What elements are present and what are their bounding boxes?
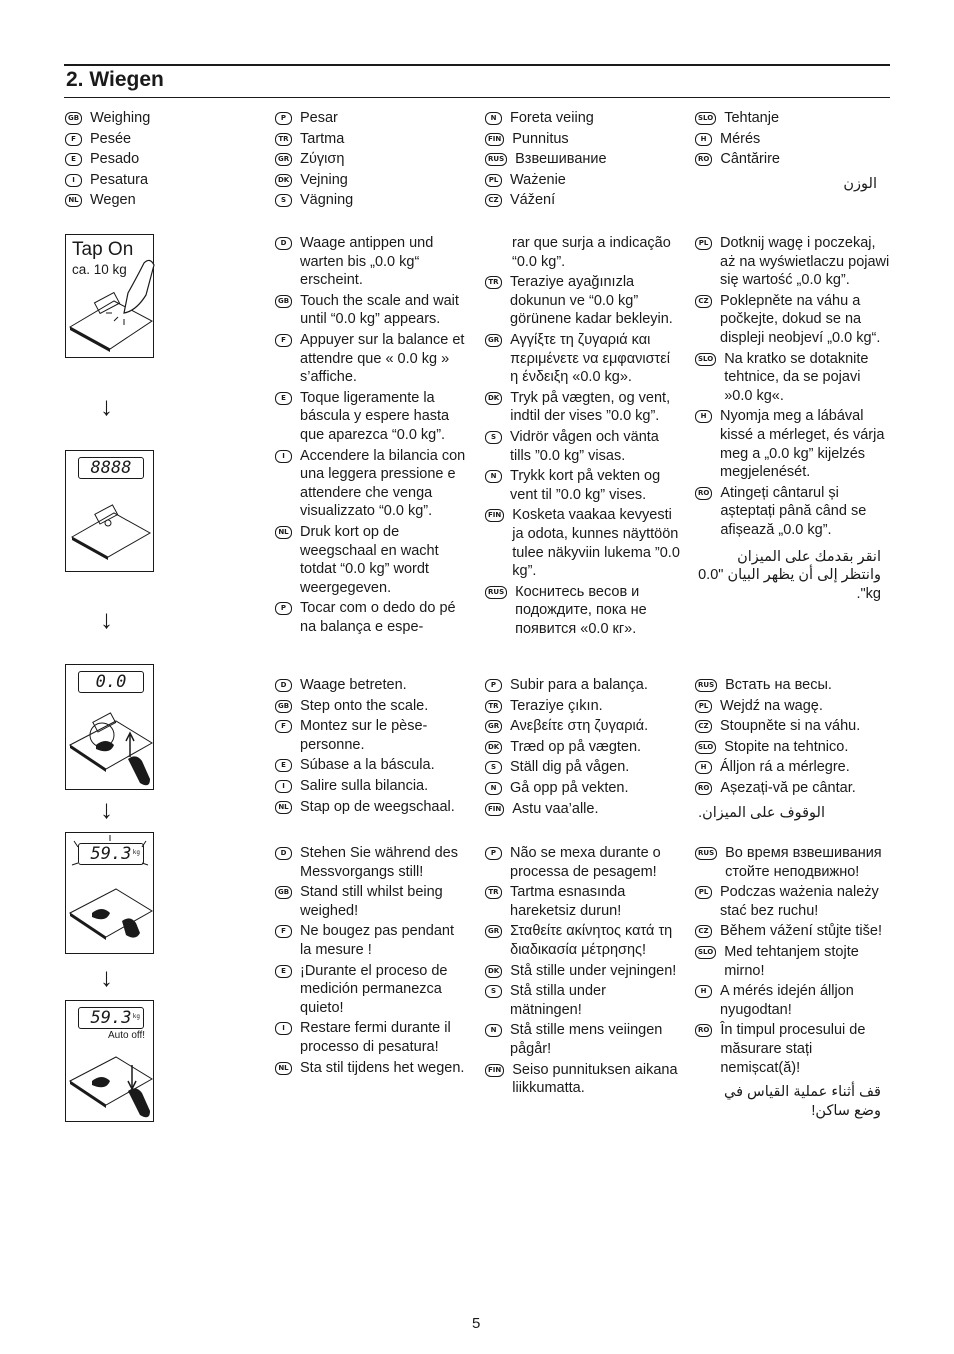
entry-text: Álljon rá a mérlegre. bbox=[720, 759, 850, 776]
language-arabic: الوزن bbox=[843, 175, 877, 192]
language-code-badge: D bbox=[275, 679, 292, 692]
entry-text: Vejning bbox=[300, 171, 348, 188]
standing-still-illustration bbox=[65, 832, 154, 954]
language-entry bbox=[275, 447, 467, 521]
step2-col-4 bbox=[695, 676, 891, 822]
language-entry bbox=[275, 389, 467, 445]
language-code-badge: CZ bbox=[485, 194, 502, 207]
language-entry bbox=[275, 697, 467, 716]
entry-text: Wejdź na wagę. bbox=[720, 697, 823, 714]
entry-text: Pesado bbox=[90, 151, 140, 168]
entry-text: Vägning bbox=[300, 192, 354, 209]
language-list-col-2 bbox=[275, 109, 465, 210]
language-code-badge: RUS bbox=[485, 153, 507, 166]
language-entry bbox=[485, 191, 675, 210]
language-code-badge: N bbox=[485, 112, 502, 125]
language-code-badge: SLO bbox=[695, 353, 716, 366]
language-entry bbox=[275, 331, 467, 387]
language-entry bbox=[485, 738, 681, 757]
entry-text: Mérés bbox=[720, 130, 761, 147]
language-code-badge: H bbox=[695, 985, 712, 998]
display-test-illustration bbox=[65, 450, 154, 572]
display-value: 0.0 bbox=[95, 672, 127, 692]
language-entry bbox=[695, 1021, 891, 1077]
language-entry bbox=[65, 109, 255, 128]
language-entry bbox=[695, 130, 891, 149]
language-entry bbox=[485, 982, 681, 1019]
entry-text: Pesar bbox=[300, 110, 338, 126]
language-code-badge: D bbox=[275, 847, 292, 860]
entry-text: Toque ligeramente la báscula y espere hasta que aparezca “0.0 kg”. bbox=[300, 389, 450, 443]
language-code-badge: CZ bbox=[695, 720, 712, 733]
language-entry bbox=[275, 234, 467, 290]
language-code-badge: NL bbox=[275, 526, 292, 539]
language-list-col-4 bbox=[695, 109, 891, 193]
language-entry bbox=[695, 883, 891, 920]
entry-text: Gå opp på vekten. bbox=[510, 779, 629, 796]
display-value: 8888 bbox=[90, 458, 132, 478]
section-heading: 2. Wiegen bbox=[66, 68, 164, 91]
entry-text: Stap op de weegschaal. bbox=[300, 798, 455, 815]
language-entry bbox=[485, 171, 675, 190]
language-entry bbox=[485, 1061, 681, 1098]
step3-col-4-items bbox=[695, 844, 891, 1077]
weight-display bbox=[78, 671, 144, 693]
language-entry bbox=[485, 428, 681, 465]
language-code-badge: S bbox=[275, 194, 292, 207]
tap-on-title: Tap On bbox=[72, 239, 134, 260]
step-on-illustration bbox=[65, 664, 154, 790]
language-entry bbox=[275, 1019, 467, 1056]
language-code-badge: RUS bbox=[695, 847, 717, 860]
entry-text: În timpul procesului de măsurare stați nemișcat(ă)! bbox=[720, 1022, 866, 1076]
language-code-badge: NL bbox=[65, 194, 82, 207]
entry-text: Σταθείτε ακίνητος κατά τη διαδικασία μέτρησης! bbox=[510, 923, 673, 958]
display-unit: kg bbox=[132, 1013, 140, 1020]
language-entry bbox=[485, 109, 675, 128]
language-code-badge: TR bbox=[485, 700, 502, 713]
step2-col-2 bbox=[275, 676, 467, 816]
language-entry bbox=[275, 292, 467, 329]
entry-text: Ne bougez pas pendant la mesure ! bbox=[300, 923, 454, 958]
language-entry bbox=[275, 798, 467, 817]
entry-text: Foreta veiing bbox=[510, 110, 594, 126]
step1-col-4 bbox=[695, 234, 891, 603]
language-entry bbox=[695, 779, 891, 798]
entry-text: A mérés idején álljon nyugodtan! bbox=[720, 983, 854, 1018]
language-code-badge: P bbox=[275, 112, 292, 125]
language-entry bbox=[275, 844, 467, 881]
entry-text: Poklepněte na váhu a počkejte, dokud se na displeji neobjeví „0.0 kg“. bbox=[720, 292, 881, 346]
entry-text: Druk kort op de weegschaal en wacht totdat “0.0 kg” wordt weergegeven. bbox=[300, 523, 439, 596]
entry-text: Vidrör vågen och vänta tills ”0.0 kg” visas. bbox=[510, 428, 659, 464]
entry-text: Teraziye çıkın. bbox=[510, 697, 603, 714]
display-unit: kg bbox=[132, 849, 140, 856]
language-entry bbox=[485, 800, 681, 819]
language-code-badge: PL bbox=[485, 174, 502, 187]
entry-text: Pesée bbox=[90, 130, 132, 147]
language-code-badge: TR bbox=[485, 276, 502, 289]
step2-arabic: الوقوف على الميزان. bbox=[698, 804, 825, 821]
entry-text: Stå stille under vejningen! bbox=[510, 962, 677, 979]
weight-display bbox=[78, 843, 144, 865]
step1-arabic: انقر بقدمك على الميزان وانتظر إلى أن يظهر البيان "0.0 kg". bbox=[698, 548, 881, 602]
entry-text: Dotknij wagę i poczekaj, aż na wyświetlaczu pojawi się wartość „0.0 kg”. bbox=[720, 235, 890, 289]
language-code-badge: E bbox=[275, 965, 292, 978]
language-code-badge: FIN bbox=[485, 803, 504, 816]
entry-text: Seiso punnituksen aikana liikkumatta. bbox=[512, 1061, 678, 1097]
language-entry bbox=[485, 130, 675, 149]
step2-col-3 bbox=[485, 676, 681, 818]
entry-text: Pesatura bbox=[90, 171, 149, 188]
language-entry bbox=[275, 962, 467, 1018]
language-code-badge: RO bbox=[695, 782, 712, 795]
page-number: 5 bbox=[472, 1315, 481, 1332]
entry-text: Stå stille mens veiingen pågår! bbox=[510, 1022, 663, 1057]
language-entry bbox=[695, 697, 891, 716]
language-entry bbox=[275, 756, 467, 775]
language-entry bbox=[275, 717, 467, 754]
language-code-badge: H bbox=[695, 133, 712, 146]
language-entry bbox=[485, 697, 681, 716]
entry-text: Atingeți cântarul și așteptați până când se afișează „0.0 kg”. bbox=[720, 484, 867, 538]
language-entry bbox=[485, 273, 681, 329]
entry-text: Podczas ważenia należy stać bez ruchu! bbox=[720, 884, 879, 919]
entry-text: Restare fermi durante il processo di pesatura! bbox=[300, 1020, 451, 1055]
language-code-badge: H bbox=[695, 761, 712, 774]
language-code-badge: FIN bbox=[485, 509, 504, 522]
language-entry bbox=[695, 484, 891, 540]
entry-text: Ανεβείτε στη ζυγαριά. bbox=[510, 718, 649, 735]
entry-text: Ställ dig på vågen. bbox=[510, 759, 630, 776]
entry-text: Punnitus bbox=[512, 130, 569, 147]
language-entry bbox=[485, 717, 681, 736]
language-code-badge: P bbox=[275, 602, 292, 615]
language-entry bbox=[695, 922, 891, 941]
entry-text: Na kratko se dotaknite tehtnice, da se pojavi »0.0 kg«. bbox=[724, 350, 869, 404]
language-code-badge: F bbox=[275, 334, 292, 347]
entry-text: Tryk på vægten, og vent, indtil der vises ”0.0 kg”. bbox=[510, 389, 671, 425]
entry-text: ¡Durante el proceso de medición permanezca quieto! bbox=[300, 962, 448, 1016]
language-code-badge: DK bbox=[485, 392, 502, 405]
entry-text: Waage antippen und warten bis „0.0 kg“ erscheint. bbox=[300, 235, 434, 289]
language-code-badge: PL bbox=[695, 700, 712, 713]
language-entry bbox=[275, 150, 465, 169]
language-entry bbox=[275, 171, 465, 190]
entry-text: Stå stilla under mätningen! bbox=[510, 983, 606, 1018]
language-code-badge: I bbox=[65, 174, 82, 187]
language-entry bbox=[695, 109, 891, 128]
entry-text: Cântărire bbox=[720, 151, 780, 168]
language-code-badge: P bbox=[485, 847, 502, 860]
entry-text: Trykk kort på vekten og vent til ”0.0 kg” vises. bbox=[510, 468, 661, 503]
language-code-badge: GB bbox=[275, 295, 292, 308]
language-code-badge: F bbox=[65, 133, 82, 146]
language-code-badge: GR bbox=[485, 334, 502, 347]
language-code-badge: DK bbox=[275, 174, 292, 187]
entry-text: Kosketa vaakaa kevyesti ja odota, kunnes näyttöön tulee näkyviin lukema ”0.0 kg”. bbox=[512, 507, 680, 580]
entry-text: Tehtanje bbox=[724, 110, 780, 126]
language-entry bbox=[695, 943, 891, 980]
language-code-badge: DK bbox=[485, 741, 502, 754]
language-entry bbox=[485, 506, 681, 580]
language-code-badge: I bbox=[275, 450, 292, 463]
entry-text: Astu vaa’alle. bbox=[512, 800, 599, 817]
entry-text: Stand still whilst being weighed! bbox=[300, 884, 443, 919]
entry-text: Během vážení stůjte tiše! bbox=[720, 923, 882, 940]
entry-text: Nyomja meg a lábával kissé a mérleget, és várja meg a „0.0 kg” kijelzés megjelenését. bbox=[720, 408, 885, 481]
language-entry bbox=[275, 599, 467, 636]
entry-text: Weighing bbox=[90, 110, 151, 126]
language-code-badge: SLO bbox=[695, 112, 716, 125]
entry-text: Subir para a balança. bbox=[510, 677, 648, 693]
language-list-col-3 bbox=[485, 109, 675, 210]
language-entry bbox=[695, 292, 891, 348]
down-arrow-icon: ↓ bbox=[100, 604, 113, 634]
entry-text: Αγγίξτε τη ζυγαριά και περιμένετε να εμφανιστεί η ένδειξη «0.0 kg». bbox=[510, 331, 670, 386]
language-entry bbox=[485, 583, 681, 639]
language-code-badge: FIN bbox=[485, 133, 504, 146]
language-code-badge: DK bbox=[485, 965, 502, 978]
down-arrow-icon: ↓ bbox=[100, 794, 113, 824]
language-code-badge: TR bbox=[275, 133, 292, 146]
language-entry bbox=[695, 738, 891, 757]
language-entry bbox=[275, 191, 465, 210]
entry-text: Súbase a la báscula. bbox=[300, 757, 435, 774]
language-entry bbox=[485, 962, 681, 981]
language-list-col-1 bbox=[65, 109, 255, 210]
language-code-badge: GR bbox=[485, 720, 502, 733]
language-entry bbox=[695, 982, 891, 1019]
language-entry bbox=[485, 331, 681, 387]
entry-text: Ζύγιση bbox=[300, 151, 345, 168]
auto-off-label: Auto off! bbox=[108, 1030, 146, 1041]
language-code-badge: PL bbox=[695, 237, 712, 250]
language-code-badge: SLO bbox=[695, 946, 716, 959]
entry-text: Tocar com o dedo do pé na balança e espe- bbox=[300, 600, 456, 635]
language-entry bbox=[695, 676, 891, 695]
language-code-badge: N bbox=[485, 782, 502, 795]
language-code-badge: E bbox=[65, 153, 82, 166]
down-arrow-icon: ↓ bbox=[100, 962, 113, 992]
language-code-badge: SLO bbox=[695, 741, 716, 754]
step1-col-2 bbox=[275, 234, 467, 636]
entry-text: Коснитесь весов и подождите, пока не появится «0.0 кг». bbox=[515, 583, 647, 637]
language-entry bbox=[485, 150, 675, 169]
language-code-badge: GR bbox=[275, 153, 292, 166]
language-entry bbox=[65, 150, 255, 169]
step3-col-3 bbox=[485, 844, 681, 1098]
auto-off-illustration bbox=[65, 1000, 154, 1122]
language-code-badge: F bbox=[275, 720, 292, 733]
language-entry bbox=[65, 130, 255, 149]
language-entry bbox=[695, 758, 891, 777]
language-entry bbox=[275, 777, 467, 796]
entry-text: Teraziye ayağınızla dokunun ve “0.0 kg” görünene kadar bekleyin. bbox=[510, 274, 673, 328]
language-code-badge: RUS bbox=[695, 679, 717, 692]
language-code-badge: N bbox=[485, 1024, 502, 1037]
language-entry bbox=[695, 844, 891, 881]
language-code-badge: NL bbox=[275, 1062, 292, 1075]
step1-col-3-items bbox=[485, 273, 681, 638]
display-value: 59.3 bbox=[90, 844, 132, 864]
language-entry bbox=[65, 191, 255, 210]
language-code-badge: RUS bbox=[485, 586, 507, 599]
language-code-badge: RO bbox=[695, 1024, 712, 1037]
step1-continuation: rar que surja a indicação “0.0 kg”. bbox=[512, 235, 671, 270]
entry-text: Во время взвешивания стойте неподвижно! bbox=[725, 845, 882, 880]
entry-text: Stehen Sie während des Messvorgangs still! bbox=[300, 845, 458, 880]
language-code-badge: S bbox=[485, 985, 502, 998]
language-entry bbox=[695, 234, 891, 290]
entry-text: Stopite na tehtnico. bbox=[724, 738, 849, 755]
language-code-badge: RO bbox=[695, 487, 712, 500]
weight-display bbox=[78, 1007, 144, 1029]
language-code-badge: S bbox=[485, 431, 502, 444]
entry-text: Montez sur le pèse-personne. bbox=[300, 718, 428, 753]
language-entry bbox=[275, 922, 467, 959]
language-code-badge: CZ bbox=[695, 295, 712, 308]
language-code-badge: I bbox=[275, 1022, 292, 1035]
language-entry bbox=[275, 676, 467, 695]
language-code-badge: F bbox=[275, 925, 292, 938]
language-entry bbox=[695, 407, 891, 481]
language-entry bbox=[485, 844, 681, 881]
language-code-badge: E bbox=[275, 759, 292, 772]
step3-arabic: قف أثناء عملية القياس في وضع ساكن! bbox=[723, 1084, 881, 1119]
language-entry bbox=[485, 676, 681, 695]
heading-underline bbox=[64, 97, 890, 98]
language-entry bbox=[275, 130, 465, 149]
language-entry bbox=[275, 109, 465, 128]
entry-text: Wegen bbox=[90, 192, 136, 209]
language-code-badge: FIN bbox=[485, 1064, 504, 1077]
language-entry bbox=[485, 467, 681, 504]
language-entry bbox=[485, 922, 681, 959]
language-code-badge: E bbox=[275, 392, 292, 405]
entry-text: Accendere la bilancia con una leggera pressione e attendere che venga visualizzato “0.0 kg”. bbox=[300, 447, 466, 520]
language-entry bbox=[485, 779, 681, 798]
entry-text: Ważenie bbox=[510, 171, 566, 188]
language-code-badge: PL bbox=[695, 886, 712, 899]
language-code-badge: GB bbox=[65, 112, 82, 125]
entry-text: Træd op på vægten. bbox=[510, 738, 642, 755]
language-entry bbox=[275, 883, 467, 920]
entry-text: Tartma bbox=[300, 130, 345, 147]
language-code-badge: P bbox=[485, 679, 502, 692]
down-arrow-icon: ↓ bbox=[100, 391, 113, 421]
language-code-badge: NL bbox=[275, 801, 292, 814]
entry-text: Stoupněte si na váhu. bbox=[720, 718, 861, 735]
entry-text: Salire sulla bilancia. bbox=[300, 777, 429, 794]
step3-col-4 bbox=[695, 844, 891, 1120]
language-entry bbox=[695, 150, 891, 169]
language-code-badge: S bbox=[485, 761, 502, 774]
language-entry bbox=[485, 883, 681, 920]
tap-on-illustration bbox=[65, 234, 154, 358]
entry-text: Vážení bbox=[510, 192, 556, 209]
language-entry bbox=[695, 350, 891, 406]
weight-display bbox=[78, 457, 144, 479]
language-code-badge: TR bbox=[485, 886, 502, 899]
tap-on-weight: ca. 10 kg bbox=[72, 262, 127, 277]
entry-text: Waage betreten. bbox=[300, 677, 407, 693]
language-code-badge: GR bbox=[485, 925, 502, 938]
language-code-badge: N bbox=[485, 470, 502, 483]
step3-col-2 bbox=[275, 844, 467, 1077]
entry-text: Appuyer sur la balance et attendre que « 0.0 kg » s’affiche. bbox=[300, 331, 465, 386]
language-entry bbox=[275, 1059, 467, 1078]
language-code-badge: I bbox=[275, 780, 292, 793]
top-rule bbox=[64, 64, 890, 66]
language-code-badge: H bbox=[695, 410, 712, 423]
entry-text: Touch the scale and wait until “0.0 kg” appears. bbox=[300, 292, 459, 328]
language-entry bbox=[275, 523, 467, 597]
language-entry bbox=[485, 389, 681, 426]
language-code-badge: GB bbox=[275, 700, 292, 713]
language-entry bbox=[485, 1021, 681, 1058]
language-code-badge: CZ bbox=[695, 925, 712, 938]
entry-text: Взвешивание bbox=[515, 151, 607, 168]
language-entry bbox=[485, 758, 681, 777]
language-entry bbox=[695, 717, 891, 736]
language-code-badge: D bbox=[275, 237, 292, 250]
language-code-badge: GB bbox=[275, 886, 292, 899]
entry-text: Não se mexa durante o processa de pesagem! bbox=[510, 845, 661, 880]
entry-text: Sta stil tijdens het wegen. bbox=[300, 1059, 465, 1076]
entry-text: Med tehtanjem stojte mirno! bbox=[724, 943, 859, 979]
entry-text: Встать на весы. bbox=[725, 677, 832, 693]
step1-col-4-items bbox=[695, 234, 891, 540]
language-code-badge: RO bbox=[695, 153, 712, 166]
language-list-col-4-items bbox=[695, 109, 891, 169]
entry-text: Tartma esnasında hareketsiz durun! bbox=[510, 884, 626, 919]
entry-text: Step onto the scale. bbox=[300, 697, 429, 714]
entry-text: Așezați-vă pe cântar. bbox=[720, 779, 856, 796]
step1-col-3 bbox=[485, 234, 681, 638]
step2-col-4-items bbox=[695, 676, 891, 798]
language-entry bbox=[65, 171, 255, 190]
display-value: 59.3 bbox=[90, 1008, 132, 1028]
